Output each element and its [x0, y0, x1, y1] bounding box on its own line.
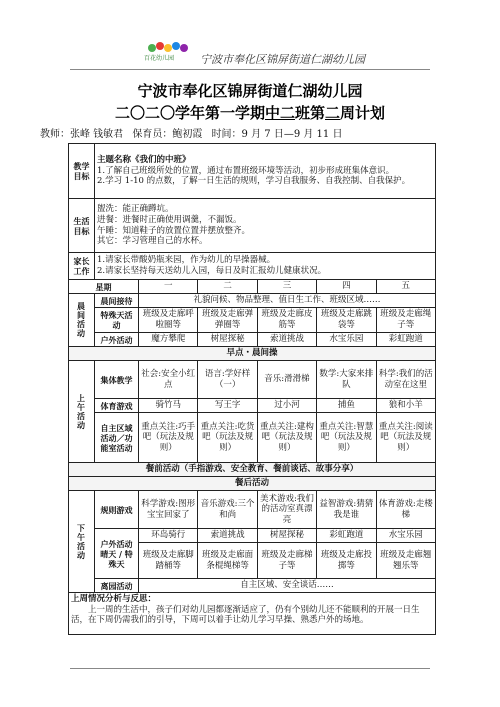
- row-special-day: 班级及走廊脚踏桶等 班级及走廊面条棍绳梯等 班级及走廊梯子等 班级及走廊投掷等 班级及走廊翘翘乐等: [69, 543, 436, 579]
- row-weekdays: 星期 一 二 三 四 五: [69, 280, 436, 294]
- goals-label: 教学目标: [69, 144, 95, 199]
- week-label: 星期: [69, 280, 139, 294]
- footer-divider: [70, 668, 430, 669]
- date-range: 时间：9 月 7 日—9 月 11 日: [211, 129, 343, 140]
- logo-text: 百花幼儿园: [144, 55, 175, 62]
- row-group-teaching: 上午活动 集体教学 社会:安全小红点 语言:学好样（一） 音乐:滑滑梯 数学:大家来排队 科学:我们的活动室在这里: [69, 361, 436, 399]
- page-title: 宁波市奉化区锦屏街道仁湖幼儿园: [137, 82, 363, 100]
- weekly-plan-table: [68, 143, 436, 635]
- break-band: 早点・晨间操: [69, 347, 436, 361]
- row-morning-special: 特殊天活动 班级及走廊呼啦圈等 班级及走廊弹弹圈等 班级及走廊皮筋等 班级及走廊跳袋等 班级及走廊绳子等: [69, 308, 436, 333]
- parent-label: 家长工作: [69, 253, 95, 280]
- pm-label: 下午活动: [69, 491, 95, 593]
- life-label: 生活目标: [69, 199, 95, 253]
- life-cell: 盥洗：能正确蹲坑。 进餐：进餐时正确使用调羹，不漏饭。 午睡：知道鞋子的放置位置并摆放整齐。 其它：学习管理自己的水杯。: [95, 199, 436, 253]
- school-header: [140, 40, 365, 68]
- row-parent: [69, 253, 436, 280]
- row-sunny: 户外活动 晴天 / 特殊天 环岛骑行 索道挑战 树屋探秘 彩虹跑道 水宝乐园: [69, 529, 436, 543]
- am-label: 上午活动: [69, 361, 95, 463]
- nurse-name: 保育员：鲍初霞: [132, 129, 203, 140]
- row-morning-outdoor: 户外活动 魔方攀爬 树屋探秘 索道挑战 水宝乐园 彩虹跑道: [69, 333, 436, 347]
- row-review: [69, 593, 436, 635]
- teacher-names: 教师：张峰 钱敏君: [40, 129, 124, 140]
- post-meal-band: 餐后活动: [69, 477, 436, 491]
- staff-info: [40, 125, 348, 140]
- row-rule-games: 下午活动 规则游戏 科学游戏:图形宝宝回家了 音乐游戏:三个和尚 美术游戏:我们的活动室真漂亮 益智游戏:猜猜我是谁 体育游戏:走楼梯: [69, 491, 436, 529]
- pre-meal-band: 餐前活动（手指游戏、安全教育、餐前谈话、故事分享）: [69, 463, 436, 477]
- pm-outdoor-label: 户外活动 晴天 / 特殊天: [95, 529, 139, 579]
- row-life: [69, 199, 436, 253]
- daily-label: 晨间活动: [69, 294, 95, 347]
- plan-title: 二〇二〇学年第一学期中二班第二周计划: [114, 104, 386, 122]
- goals-cell: 主题名称《我们的中班》 1.了解自己班级所处的位置，通过布置班级环境等活动，初步形成班集体意识。 2.学习 1-10 的点数，了解一日生活的规则，学习自我服务、自我控制、自我保护。: [95, 144, 436, 199]
- row-goals: [69, 144, 436, 199]
- row-pe-games: 体育游戏 骑竹马 写王字 过小河 捕鱼 狼和小羊: [69, 399, 436, 413]
- row-leave: 离园活动 自主区域、安全谈话……: [69, 579, 436, 593]
- row-area-activity: 自主区域活动／功能室活动 重点关注:巧手吧（玩法及规则） 重点关注:吃货吧（玩法及规则） 重点关注:建构吧（玩法及规则） 重点关注:智慧吧（玩法及规则） 重点关注:阅读吧（玩法及规则）: [69, 413, 436, 463]
- header-tagline: 宁波市奉化区锦屏街道仁湖幼儿园: [200, 53, 365, 66]
- parent-cell: 1.请家长带酸奶瓶来园，作为幼儿的早操器械。 2.请家长坚持每天送幼儿入园，每日及时汇报幼儿健康状况。: [95, 253, 436, 280]
- row-morning-reception: 晨间活动 晨间接待 礼貌问候、物品整理、值日生工作、班级区域……: [69, 294, 436, 308]
- review-cell: 上周情况分析与反思： 上一周的生活中，孩子们对幼儿园都逐渐适应了，仍有个别幼儿还不能顺利的开展一日生活，在下周仍需我们的引导，下周可以着手让幼儿学习早操、熟悉户外的场地。: [69, 593, 436, 635]
- header-divider: [70, 69, 430, 70]
- school-logo: [140, 40, 202, 62]
